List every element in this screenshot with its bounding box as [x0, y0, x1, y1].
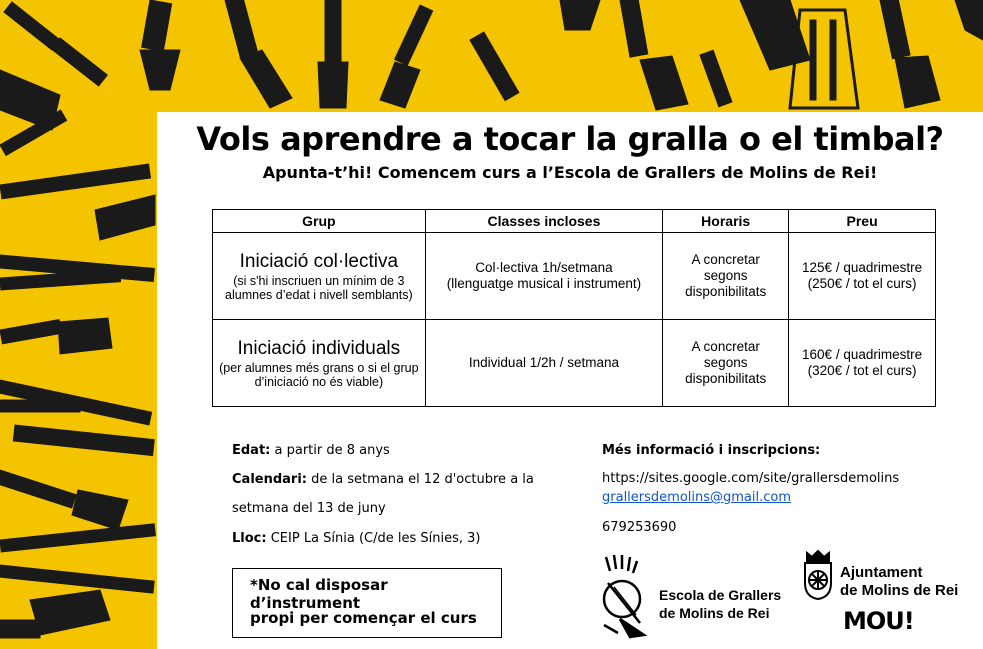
price-year: (250€ / tot el curs) [807, 276, 917, 291]
mou-logo: MOU! [843, 607, 914, 635]
column-header-schedule: Horaris [663, 210, 789, 233]
school-name-line: Escola de Grallers [659, 587, 782, 603]
group-note: (si s'hi inscriuen un mínim de 3 alumnes d’edat i nivell semblants) [225, 273, 413, 302]
classes-text: Individual 1/2h / setmana [468, 355, 620, 370]
council-name-line: de Molins de Rei [840, 582, 959, 599]
calendar-value: de la setmana el 12 d'octubre a la [311, 472, 534, 487]
council-logo-text [840, 564, 958, 600]
council-coat-of-arms-icon [801, 549, 835, 601]
school-logo-icon [600, 553, 656, 639]
age-value: a partir de 8 anys [274, 443, 390, 458]
page-title: Vols aprendre a tocar la gralla o el timbal? [196, 120, 944, 158]
group-cell [213, 233, 426, 320]
classes-cell [425, 233, 663, 320]
table-row [213, 320, 936, 407]
schedule-line: A concretar [691, 252, 760, 267]
table-header-row [213, 210, 936, 233]
table-row [213, 233, 936, 320]
courses-table [212, 209, 936, 407]
phone-number: 679253690 [602, 520, 677, 535]
schedule-line: disponibilitats [685, 371, 767, 386]
council-name-line: Ajuntament [840, 564, 923, 581]
price-year: (320€ / tot el curs) [807, 363, 917, 378]
email-link[interactable]: grallersdemolins@gmail.com [602, 490, 792, 505]
schedule-line: segons [703, 268, 748, 283]
price-term: 125€ / quadrimestre [802, 260, 923, 275]
place-value: CEIP La Sínia (C/de les Sínies, 3) [270, 531, 481, 546]
group-note: (per alumnes més grans o si el grup d’iniciació no és viable) [219, 360, 419, 389]
group-name: Iniciació col·lectiva [239, 250, 399, 272]
classes-cell [425, 320, 663, 407]
calendar-info-continued: setmana del 13 de juny [232, 501, 386, 516]
contact-heading: Més informació i inscripcions: [602, 443, 821, 458]
place-info [232, 531, 481, 546]
classes-detail: (llenguatge musical i instrument) [446, 276, 642, 291]
age-label: Edat: [232, 443, 271, 458]
school-logo-text [659, 586, 781, 622]
schedule-cell [663, 233, 789, 320]
column-header-classes: Classes incloses [425, 210, 663, 233]
place-label: Lloc: [232, 531, 267, 546]
column-header-group: Grup [213, 210, 426, 233]
schedule-line: segons [703, 355, 748, 370]
price-cell [789, 233, 936, 320]
calendar-label: Calendari: [232, 472, 307, 487]
group-name: Iniciació individuals [237, 337, 401, 359]
website-link[interactable]: https://sites.google.com/site/grallersdemolins [602, 471, 900, 486]
age-info [232, 443, 390, 458]
instrument-note-box [232, 568, 502, 638]
page-subtitle: Apunta-t’hi! Comencem curs a l’Escola de Grallers de Molins de Rei! [262, 163, 878, 182]
calendar-info [232, 472, 534, 487]
price-cell [789, 320, 936, 407]
note-line: *No cal disposar d’instrument [250, 576, 388, 612]
price-term: 160€ / quadrimestre [802, 347, 923, 362]
note-line: propi per començar el curs [250, 609, 477, 627]
classes-text: Col·lectiva 1h/setmana [475, 260, 613, 275]
school-name-line: de Molins de Rei [659, 605, 770, 621]
column-header-price: Preu [789, 210, 936, 233]
group-cell [213, 320, 426, 407]
schedule-line: disponibilitats [685, 284, 767, 299]
schedule-cell [663, 320, 789, 407]
schedule-line: A concretar [691, 339, 760, 354]
